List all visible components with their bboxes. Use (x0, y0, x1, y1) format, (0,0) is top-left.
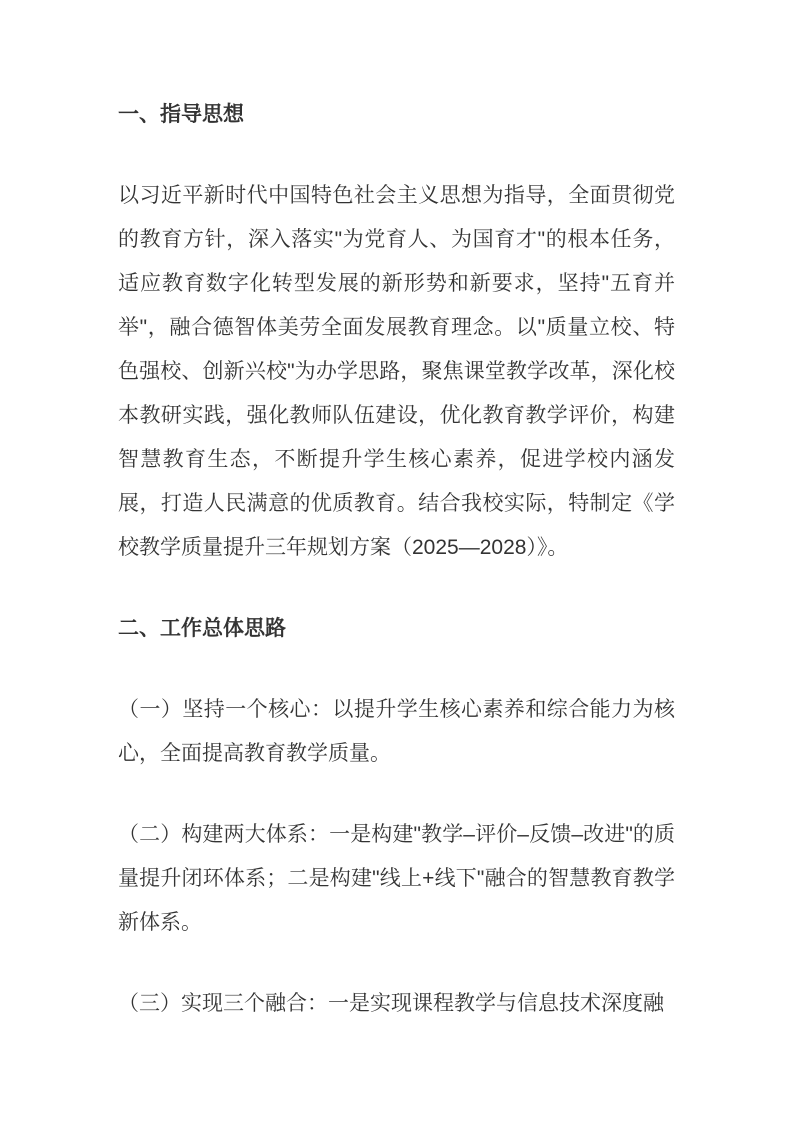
paragraph-guiding-ideology: 以习近平新时代中国特色社会主义思想为指导，全面贯彻党的教育方针，深入落实"为党育人、为国育才"的根本任务，适应教育数字化转型发展的新形势和新要求，坚持"五育并举"，融合德智体美劳全面发展教育理念。以"质量立校、特色强校、创新兴校"为办学思路，聚焦课堂教学改革，深化校本教研实践，强化教师队伍建设，优化教育教学评价，构建智慧教育生态，不断提升学生核心素养，促进学校内涵发展，打造人民满意的优质教育。结合我校实际，特制定《学校教学质量提升三年规划方案（2025—2028）》。 (118, 184, 675, 559)
paragraph-two-systems: （二）构建两大体系：一是构建"教学–评价–反馈–改进"的质量提升闭环体系；二是构建"线上+线下"融合的智慧教育教学新体系。 (118, 823, 675, 934)
paragraph-three-integrations: （三）实现三个融合：一是实现课程教学与信息技术深度融 (118, 992, 664, 1015)
paragraph-one-core: （一）坚持一个核心：以提升学生核心素养和综合能力为核心，全面提高教育教学质量。 (118, 698, 675, 765)
section-heading-guiding-ideology: 一、指导思想 (118, 103, 244, 126)
section-heading-overall-work-approach: 二、工作总体思路 (118, 617, 286, 640)
